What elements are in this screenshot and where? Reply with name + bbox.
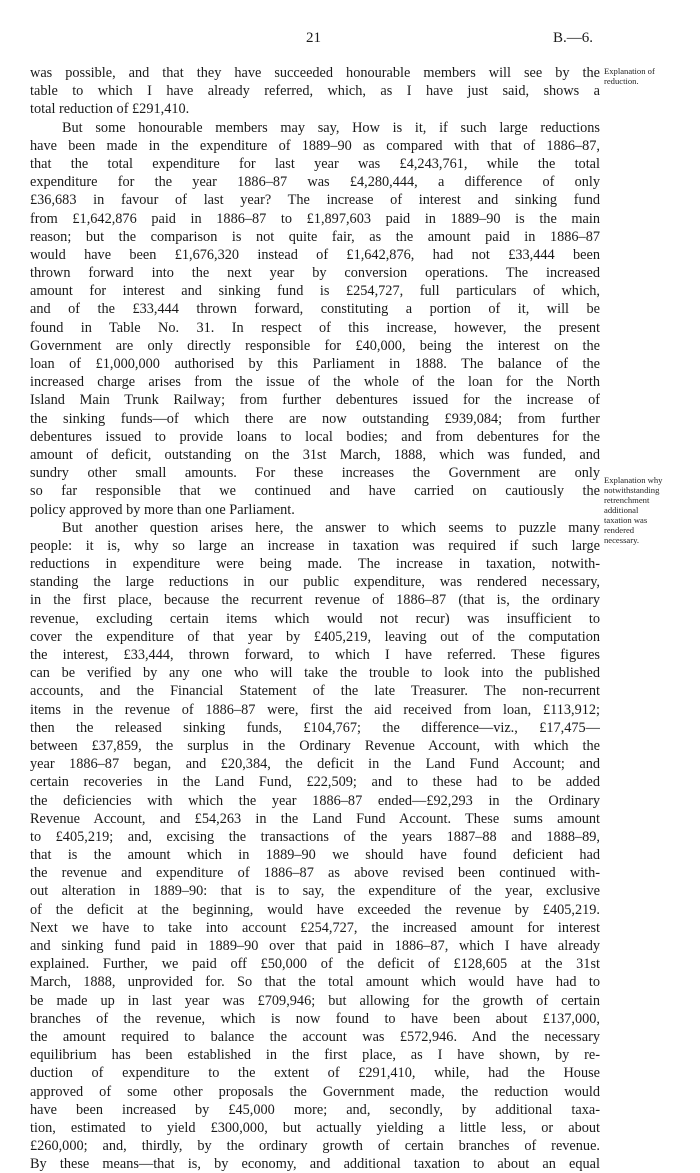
margin-note-line: retrenchment: [604, 495, 650, 505]
text-line: By these means—that is, by economy, and additional taxation to about an equal: [30, 1156, 600, 1173]
text-line: the deficiencies with which the year 1886–87 ended—£92,293 in the Ordinary: [30, 792, 600, 809]
text-line: Revenue Account, and £54,263 in the Land Fund Account. These sums amount: [30, 810, 600, 827]
text-line: table to which I have already referred, which, as I have just said, shows a: [30, 83, 600, 100]
text-line: and of the £33,444 thrown forward, constituting a portion of it, will be: [30, 301, 600, 318]
text-line: was possible, and that they have succeeded honourable members will see by the: [30, 65, 600, 81]
text-line: from £1,642,876 paid in 1886–87 to £1,897,603 paid in 1889–90 is the main: [30, 210, 600, 227]
text-line: amount for interest and sinking fund is £254,727, full particulars of which,: [30, 283, 600, 300]
text-line: the amount required to balance the account was £572,946. And the necessary: [30, 1028, 600, 1045]
text-line: in the first place, because the recurrent revenue of 1886–87 (that is, the ordinary: [30, 592, 600, 609]
text-line: to £405,219; and, excising the transactions of the years 1887–88 and 1888–89,: [30, 828, 600, 845]
text-line: policy approved by more than one Parliament.: [30, 501, 295, 518]
text-line: accounts, and the Financial Statement of the late Treasurer. The non-recurrent: [30, 683, 600, 700]
text-line: the interest, £33,444, thrown forward, to which I have referred. These figures: [30, 647, 600, 663]
body-text: [30, 64, 600, 1173]
text-line: that is the amount which in 1889–90 we should have found deficient had: [30, 847, 600, 864]
text-line: March, 1888, unprovided for. So that the total amount which would have had to: [30, 974, 600, 991]
text-line: Island Main Trunk Railway; from further debentures issued for the increase of: [30, 392, 600, 409]
text-line: But another question arises here, the answer to which seems to puzzle many: [62, 519, 600, 536]
text-line: be made up in last year was £709,946; but allowing for the growth of certain: [30, 992, 600, 1009]
text-line: branches of the revenue, which is now found to have been about £137,000,: [30, 1010, 600, 1027]
text-line: loan of £1,000,000 authorised by this Parliament in 1888. The balance of the: [30, 356, 600, 372]
text-line: total reduction of £291,410.: [30, 101, 190, 118]
margin-note-line: rendered: [604, 525, 635, 535]
text-line: thrown forward into the next year by conversion operations. The increased: [30, 265, 600, 282]
text-line: standing the large reductions in our public expenditure, was rendered necessary,: [30, 574, 600, 591]
margin-note-line: notwithstanding: [604, 485, 660, 495]
text-line: then the released sinking funds, £104,767; the difference—viz., £17,475—: [30, 719, 600, 736]
text-line: tion, estimated to yield £300,000, but actually yielding a little less, or about: [30, 1119, 600, 1136]
text-line: debentures issued to provide loans to local bodies; and from debentures for the: [30, 428, 600, 445]
text-line: reason; but the comparison is not quite fair, as the amount paid in 1886–87: [30, 228, 600, 245]
text-line: have been made in the expenditure of 1889–90 as compared with that of 1886–87,: [30, 137, 600, 154]
text-line: that the total expenditure for last year was £4,243,761, while the total: [30, 155, 600, 172]
text-line: increased charge arises from the issue of the whole of the loan for the North: [30, 374, 600, 391]
text-line: people: it is, why so large an increase in taxation was required if such large: [30, 537, 600, 554]
text-line: Next we have to take into account £254,727, the increased amount for interest: [30, 919, 600, 936]
text-line: items in the revenue of 1886–87 were, first the aid received from loan, £113,912;: [30, 701, 600, 718]
margin-note-taxation: [604, 475, 698, 545]
document-reference: B.—6.: [553, 30, 594, 46]
text-line: certain recoveries in the Land Fund, £22,509; and to these had to be added: [30, 774, 600, 791]
text-line: £260,000; and, thirdly, by the ordinary growth of certain branches of revenue.: [30, 1138, 600, 1155]
margin-note-line: additional: [604, 505, 639, 515]
margin-note-reduction: [604, 66, 698, 86]
text-line: But some honourable members may say, How is it, if such large reductions: [62, 119, 600, 136]
text-line: £36,683 in favour of last year? The increase of interest and sinking fund: [30, 192, 600, 209]
text-line: out alteration in 1889–90: that is to say, the expenditure of the year, exclusive: [30, 883, 600, 900]
text-line: amount of deficit, outstanding on the 31st March, 1888, which was funded, and: [30, 446, 600, 463]
text-line: and sinking fund paid in 1889–90 over that paid in 1886–87, which I have already: [30, 938, 600, 954]
text-line: revenue, excluding certain items which would not recur) was insufficient to: [30, 610, 600, 627]
text-line: would have been £1,676,320 instead of £1,642,876, had not £33,444 been: [30, 246, 600, 263]
text-line: have been increased by £45,000 more; and, secondly, by additional taxa-: [30, 1101, 600, 1118]
page-number: 21: [306, 30, 321, 46]
text-line: expenditure for the year 1886–87 was £4,280,444, a difference of only: [30, 174, 600, 191]
text-line: between £37,859, the surplus in the Ordinary Revenue Account, with which the: [30, 737, 600, 754]
text-line: Government are only directly responsible for £40,000, being the interest on the: [30, 337, 600, 354]
margin-note-line: Explanation why: [604, 475, 663, 485]
page-header: [0, 30, 700, 50]
text-line: can be verified by any one who will take the trouble to look into the published: [30, 665, 600, 682]
text-line: approved of some other proposals the Government made, the reduction would: [30, 1083, 600, 1100]
text-line: equilibrium has been established in the first place, as I have shown, by re-: [30, 1047, 600, 1064]
text-line: year 1886–87 began, and £20,384, the deficit in the Land Fund Account; and: [30, 756, 600, 773]
text-line: the revenue and expenditure of 1886–87 as above revised been continued with-: [30, 865, 600, 882]
text-line: the sinking funds—of which there are now outstanding £939,084; from further: [30, 410, 600, 427]
text-line: found in Table No. 31. In respect of this increase, however, the present: [30, 319, 600, 336]
margin-note-line: necessary.: [604, 535, 639, 545]
margin-note-line: taxation was: [604, 515, 648, 525]
text-line: duction of expenditure to the extent of £291,410, while, had the House: [30, 1065, 600, 1082]
text-line: of the deficit at the beginning, would have exceeded the revenue by £405,219.: [30, 901, 600, 918]
text-line: reductions in expenditure were being made. The increase in taxation, notwith-: [30, 556, 600, 573]
margin-note-line: reduction.: [604, 76, 639, 86]
text-line: explained. Further, we paid off £50,000 of the deficit of £128,605 at the 31st: [30, 956, 600, 973]
text-line: so far responsible that we continued and have carried on cautiously the: [30, 483, 600, 500]
text-line: sundry other small amounts. For these increases the Government are only: [30, 465, 600, 482]
text-line: cover the expenditure of that year by £405,219, leaving out of the computation: [30, 628, 600, 645]
margin-note-line: Explanation of: [604, 66, 655, 76]
